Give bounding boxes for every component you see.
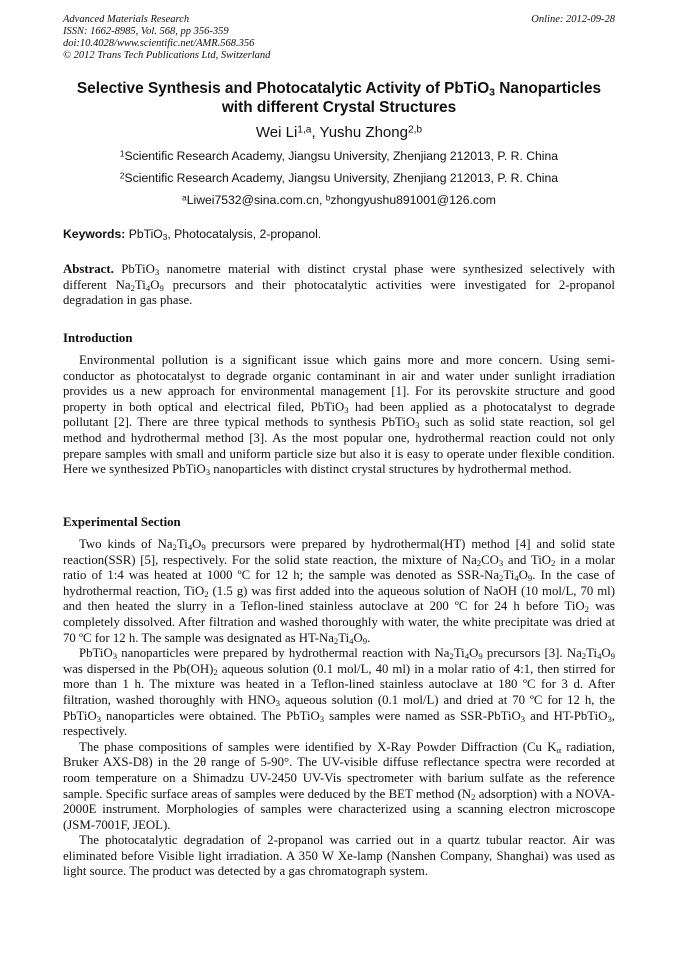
affiliation-2: $^2$Scientific Research Academy, Jiangsu University, Zhenjiang 212013, P. R. China: [119, 170, 559, 185]
issn-line: ISSN: 1662-8985, Vol. 568, pp 356-359: [63, 26, 229, 37]
author-emails: $^a$Liwei7532@sina.com.cn, $^b$zhongyushu891001@126.com: [182, 192, 496, 207]
copyright-line: © 2012 Trans Tech Publications Ltd, Switzerland: [63, 50, 271, 61]
title-line-1: Selective Synthesis and Photocatalytic Activity of PbTiO$_3$ Nanoparticles: [76, 80, 602, 99]
journal-header: [63, 14, 615, 62]
doi-line: doi:10.4028/www.scientific.net/AMR.568.356: [63, 38, 255, 49]
affiliation-1: $^1$Scientific Research Academy, Jiangsu University, Zhenjiang 212013, P. R. China: [119, 148, 559, 163]
author-1: Wei Li: [255, 124, 298, 141]
experimental-heading: Experimental Section: [63, 515, 181, 529]
introduction-body: Environmental pollution is a significant issue which gains more and more concern. Using semi-conductor as photocatalyst to degrade organic contaminant in air and water under sunlight irradiation provides us a new approach for environmental management [1]. For its perovskite structure and good property in both optical and electrical filed, PbTiO$_3$ had been applied as a photocatalyst to degrade pollutant [2]. There are three typical methods to synthesis PbTiO$_3$ such as solid state reaction, sol gel method and hydrothermal method [3]. As the most popular one, hydrothermal reaction could not only prepare samples with small and uniform particle size but also it is easy to operate under flexible condition. Here we synthesized PbTiO$_3$ nanoparticles with distinct crystal structures by hydrothermal method.: [63, 353, 616, 478]
experimental-paragraph-4: The photocatalytic degradation of 2-propanol was carried out in a quartz tubular reactor. Air was eliminated before Visible light irradiation. A 350 W Xe-lamp (Nanshen Company, Shanghai) was used as light source. The product was detected by a gas chromatograph system.: [63, 833, 615, 879]
experimental-paragraph-3: The phase compositions of samples were identified by X-Ray Powder Diffraction (Cu $K_\alpha$ radiation, Bruker AXS-D8) in the 2θ range of 5-90°. The UV-visible diffuse reflectance spectra were recorded at room temperature on a Shimadzu UV-2450 UV-Vis spectrometer with barium sulfate as the reference sample. Specific surface areas of samples were deduced by the BET method ($N_2$ adsorption) with a NOVA-2000E instrument. Morphologies of samples were characterized using a scanning electron microscope (JSM-7001F, JEOL).: [63, 739, 615, 832]
title-line-2: with different Crystal Structures: [221, 99, 457, 116]
abstract-label: Abstract.: [63, 262, 114, 276]
introduction-heading: Introduction: [63, 331, 133, 345]
keywords-label: Keywords:: [63, 227, 126, 241]
author-list: Wei Li$^{1,a}$, Yushu Zhong$^{2,b}$: [255, 124, 423, 141]
keywords: Keywords: PbTiO$_3$, Photocatalysis, 2-propanol.: [63, 227, 322, 242]
abstract: Abstract. PbTiO$_3$ nanometre material with distinct crystal phase were synthesized selectively with different $Na_2Ti_4O_9$ precursors and their photocatalytic activities were investigated for 2-propanol degradation in gas phase.: [63, 262, 615, 308]
experimental-body: [63, 537, 615, 880]
experimental-paragraph-2: PbTiO$_3$ nanoparticles were prepared by hydrothermal reaction with $Na_2Ti_4O_9$ precursors [3]. $Na_2Ti_4O_9$ was dispersed in the $Pb(OH)_2$ aqueous solution (0.1 mol/L, 40 ml) in a molar ratio of 4:1, then stirred for more than 1 h. The mixture was heated in a Teflon-lined stainless autoclave at 180 ºC for 3 d. After filtration, washed thoroughly with $HNO_3$ aqueous solution (0.1 mol/L) and dried at 70 ºC for 12 h, the PbTiO$_3$ nanoparticles were obtained. The PbTiO$_3$ samples were named as SSR-PbTiO$_3$ and HT-PbTiO$_3$, respectively.: [63, 646, 615, 739]
author-2: Yushu Zhong: [319, 124, 408, 141]
journal-name: Advanced Materials Research: [63, 14, 190, 25]
online-date: Online: 2012-09-28: [531, 14, 615, 25]
experimental-paragraph-1: Two kinds of $Na_2Ti_4O_9$ precursors were prepared by hydrothermal(HT) method [4] and solid state reaction(SSR) [5], respectively. For the solid state reaction, the mixture of $Na_2CO_3$ and TiO$_2$ in a molar ratio of 1:4 was heated at 1000 ºC for 12 h; the sample was denoted as SSR-$Na_2Ti_4O_9$. In the case of hydrothermal reaction, TiO$_2$ (1.5 g) was first added into the aqueous solution of NaOH (10 mol/L, 70 ml) and then heated the slurry in a Teflon-lined stainless autoclave at 200 ºC for 24 h before TiO$_2$ was completely dissolved. After filtration and washed thoroughly with water, the white precipitate was dried at 70 ºC for 12 h. The sample was designated as $HT-Na_2Ti_4O_9$.: [63, 537, 615, 646]
paper-title: [40, 79, 638, 117]
